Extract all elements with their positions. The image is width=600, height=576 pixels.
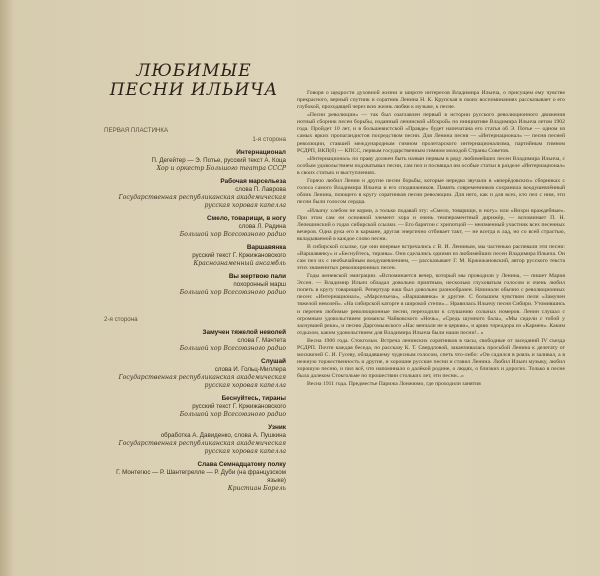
track-author: П. Дегейтер — Э. Потье, русский текст А. Коца	[151, 157, 286, 164]
tracklist-column	[98, 62, 290, 493]
track-performer: Государственная республиканская академическая русская хоровая капелла	[118, 194, 286, 209]
track-author: обработка А. Давиденко, слова А. Пушкина	[160, 432, 286, 439]
track-performer: Краснознаменный ансамбль	[193, 260, 286, 267]
side-two-label: 2-я сторона	[104, 316, 138, 323]
article-paragraph: Весна 1911 года. Предместье Парижа Лонжюмо, где проходили занятия	[307, 381, 481, 388]
track-author: слова И. Гольц-Миллера	[214, 366, 286, 373]
track-title: Узник	[268, 424, 286, 431]
article-paragraph: В сибирской ссылке, где они впервые встречались с В. И. Лениным, мы частенько распевали эти песни: «Варшавянку» и «Беснуйтесь, тираны». Они сделались одними из любимейших песен Владимира Ильича. Он сам пел их с необычайным воодушевлением, — рассказывает Г. М. Кржижановский, автор русского текста этих знаменитых революционных песен.	[297, 243, 565, 272]
track-entry	[98, 215, 290, 239]
article-paragraph: Горячо любил Ленин и другие песни борьбы, которые нередко звучали в «вперёдовских» сборниках с голоса самого Владимира Ильича и его сподвижников. Память современников сохранила воодушевлённый облик Ленина, поющего в кругу соратников песни революции. Для него, как и для всех, кто пел с ним, эти песни были голосом сердца.	[297, 178, 565, 206]
track-author: русский текст Г. Кржижановского	[192, 252, 286, 259]
track-performer: Большой хор Всесоюзного радио	[179, 289, 286, 296]
record-label: ПЕРВАЯ ПЛАСТИНКА	[104, 127, 169, 134]
side-one-label: 1-я сторона	[252, 136, 286, 143]
track-author: слова Л. Радина	[238, 223, 286, 230]
track-entry	[98, 395, 290, 419]
track-author: русский текст Г. Кржижановского	[192, 403, 286, 410]
article-paragraph: «Песни революции» — так был озаглавлен первый в истории русского революционного движения нотный сборник песен борьбы, изданный ленинской «Искрой» по инициативе Владимира Ильича летом 1902 года. Пройдет 10 лет, и в большевистской «Правде» будет напечатана его статья об Э. Потье — одном из самых ярких пропагандистов посредством песни. Для Ленина песня — «Интернационал» — песня песней революции, ставшей международным гимном пролетарского интернационализма, партийным гимном РСДРП, ВКП(б) — КПСС, первым государственным гимном молодой Страны Советов.	[297, 112, 565, 154]
track-entry	[98, 358, 290, 390]
track-performer: Государственная республиканская академическая русская хоровая капелла	[118, 440, 286, 455]
side-one-tracklist	[98, 149, 290, 297]
track-performer: Государственная республиканская академическая русская хоровая капелла	[118, 374, 286, 389]
article-paragraph: Говоря о щедрости духовной жизни и широте интересов Владимира Ильича, о присущем ему чувстве прекрасного, верный спутник и соратник Ленина Н. К. Крупская в своих воспоминаниях рассказывает о его глубокой, проходящей через всю жизнь любви к музыке, к песне.	[297, 90, 565, 111]
track-entry	[98, 461, 290, 493]
track-entry	[98, 329, 290, 353]
track-title: Рабочая марсельеза	[220, 178, 286, 185]
track-author: похоронный марш	[233, 281, 286, 288]
track-performer: Кристиан Борель	[227, 485, 286, 492]
track-author: слова Г. Мачтета	[237, 337, 286, 344]
track-title: Беснуйтесь, тираны	[221, 395, 286, 402]
track-entry	[98, 244, 290, 268]
article-paragraph: Годы женевской эмиграции. «Вспоминается вечер, который мы проводили у Ленина, — пишет Мария Эссен. — Владимир Ильич обладал довольно приятным, несколько глуховатым голосом и очень любил попеть в кругу товарищей. Репертуар наш был довольно разнообразен. Начинали обычно с революционных песен: «Интернационал», «Марсельеза», «Варшавянка» и другие. С большим чувством пели «Замучен тяжелой неволей». «На сибирской каторге в широкой степи»... Нравилась Ильичу песня Сибири. Утомившись и перепев любимые революционные песни, переходили к слушанию сольных номеров. Ленин слушал с огромным удовольствием романсы Чайковского «Ночь», «Средь шумного бала», «Мы сидели с тобой у заснувшей реки», и песню Даргомыжского «Нас венчали не в церкви», и арию тореадора из «Кармен». Каким отдыхом, каким удовольствием для Владимира Ильича были наши песни!.. »	[297, 273, 565, 336]
track-performer: Большой хор Всесоюзного радио	[179, 345, 286, 352]
track-performer: Хор и оркестр Большого театра СССР	[156, 165, 286, 172]
track-title: Слава Семнадцатому полку	[197, 461, 286, 468]
track-entry	[98, 273, 290, 297]
track-author: слова П. Лаврова	[235, 186, 286, 193]
liner-notes-text	[297, 90, 565, 390]
track-performer: Большой хор Всесоюзного радио	[179, 411, 286, 418]
track-title: Вы жертвою пали	[228, 273, 286, 280]
side-two-tracklist	[98, 329, 290, 493]
track-entry	[98, 178, 290, 210]
track-entry	[98, 424, 290, 456]
track-performer: Большой хор Всесоюзного радио	[179, 231, 286, 238]
track-title: Слушай	[261, 358, 286, 365]
article-paragraph: «Ильичу хлебом не корми, а только подавай эту: «Смело, товарищи, в ногу» или «Вихри враждебные». При этом сам он основной элемент хора и очень темпераментный дирижёр, — вспоминает П. Н. Лепешинский о годах сибирской ссылки. — Его баритон с хрипотцой — неизменный участник всех песенных вечеров. Одна рука его в кармане, другая энергично отбивает такт, — не всегда в лад, но со всей страстью, вкладываемой в каждое слово песни.	[297, 207, 565, 242]
article-paragraph: Весна 1906 года. Стокгольм. Встреча ленинских соратников в часы, свободные от заседаний IV съезда РСДРП. Почти каждая беседа, по рассказу К. Т. Свердловой, заканчивалась просьбой Ленина к делегату от москвичей С. И. Гусеву, обладавшему чудесным голосом, спеть что-либо: «Он садился в рояль и заливал, а в нежную торжественность и другие, и хорошие русские песни и ставил Ленина. Любил Ильич музыку, любил хорошую песню, и пил всё, что напоминало о далёкой родине, о людях, о близких и дорогих. Только в песне была далеком Стокгольме по прошествии стольких лет, эти песни...»	[297, 337, 565, 380]
track-title: Варшавянка	[246, 244, 286, 251]
track-title: Смело, товарищи, в ногу	[206, 215, 286, 222]
track-title: Интернационал	[236, 149, 286, 156]
article-paragraph: «Интернационал» по праву должен быть назван первым в ряду любимейших песен Владимира Ильича, с особым удовольствием подхватывал песни, сам пел и посвящал им особые статьи в разделе «Интернационал» в своих статьях и выступлениях.	[297, 155, 565, 176]
track-title: Замучен тяжелой неволей	[202, 329, 286, 336]
track-author: Г. Монтегюс — Р. Шантегрелле — Р. Дуби (на французском языке)	[116, 469, 286, 484]
page-fold-shadow	[0, 0, 14, 576]
album-title: ЛЮБИМЫЕ ПЕСНИ ИЛЬИЧА	[109, 61, 279, 100]
track-entry	[98, 149, 290, 173]
